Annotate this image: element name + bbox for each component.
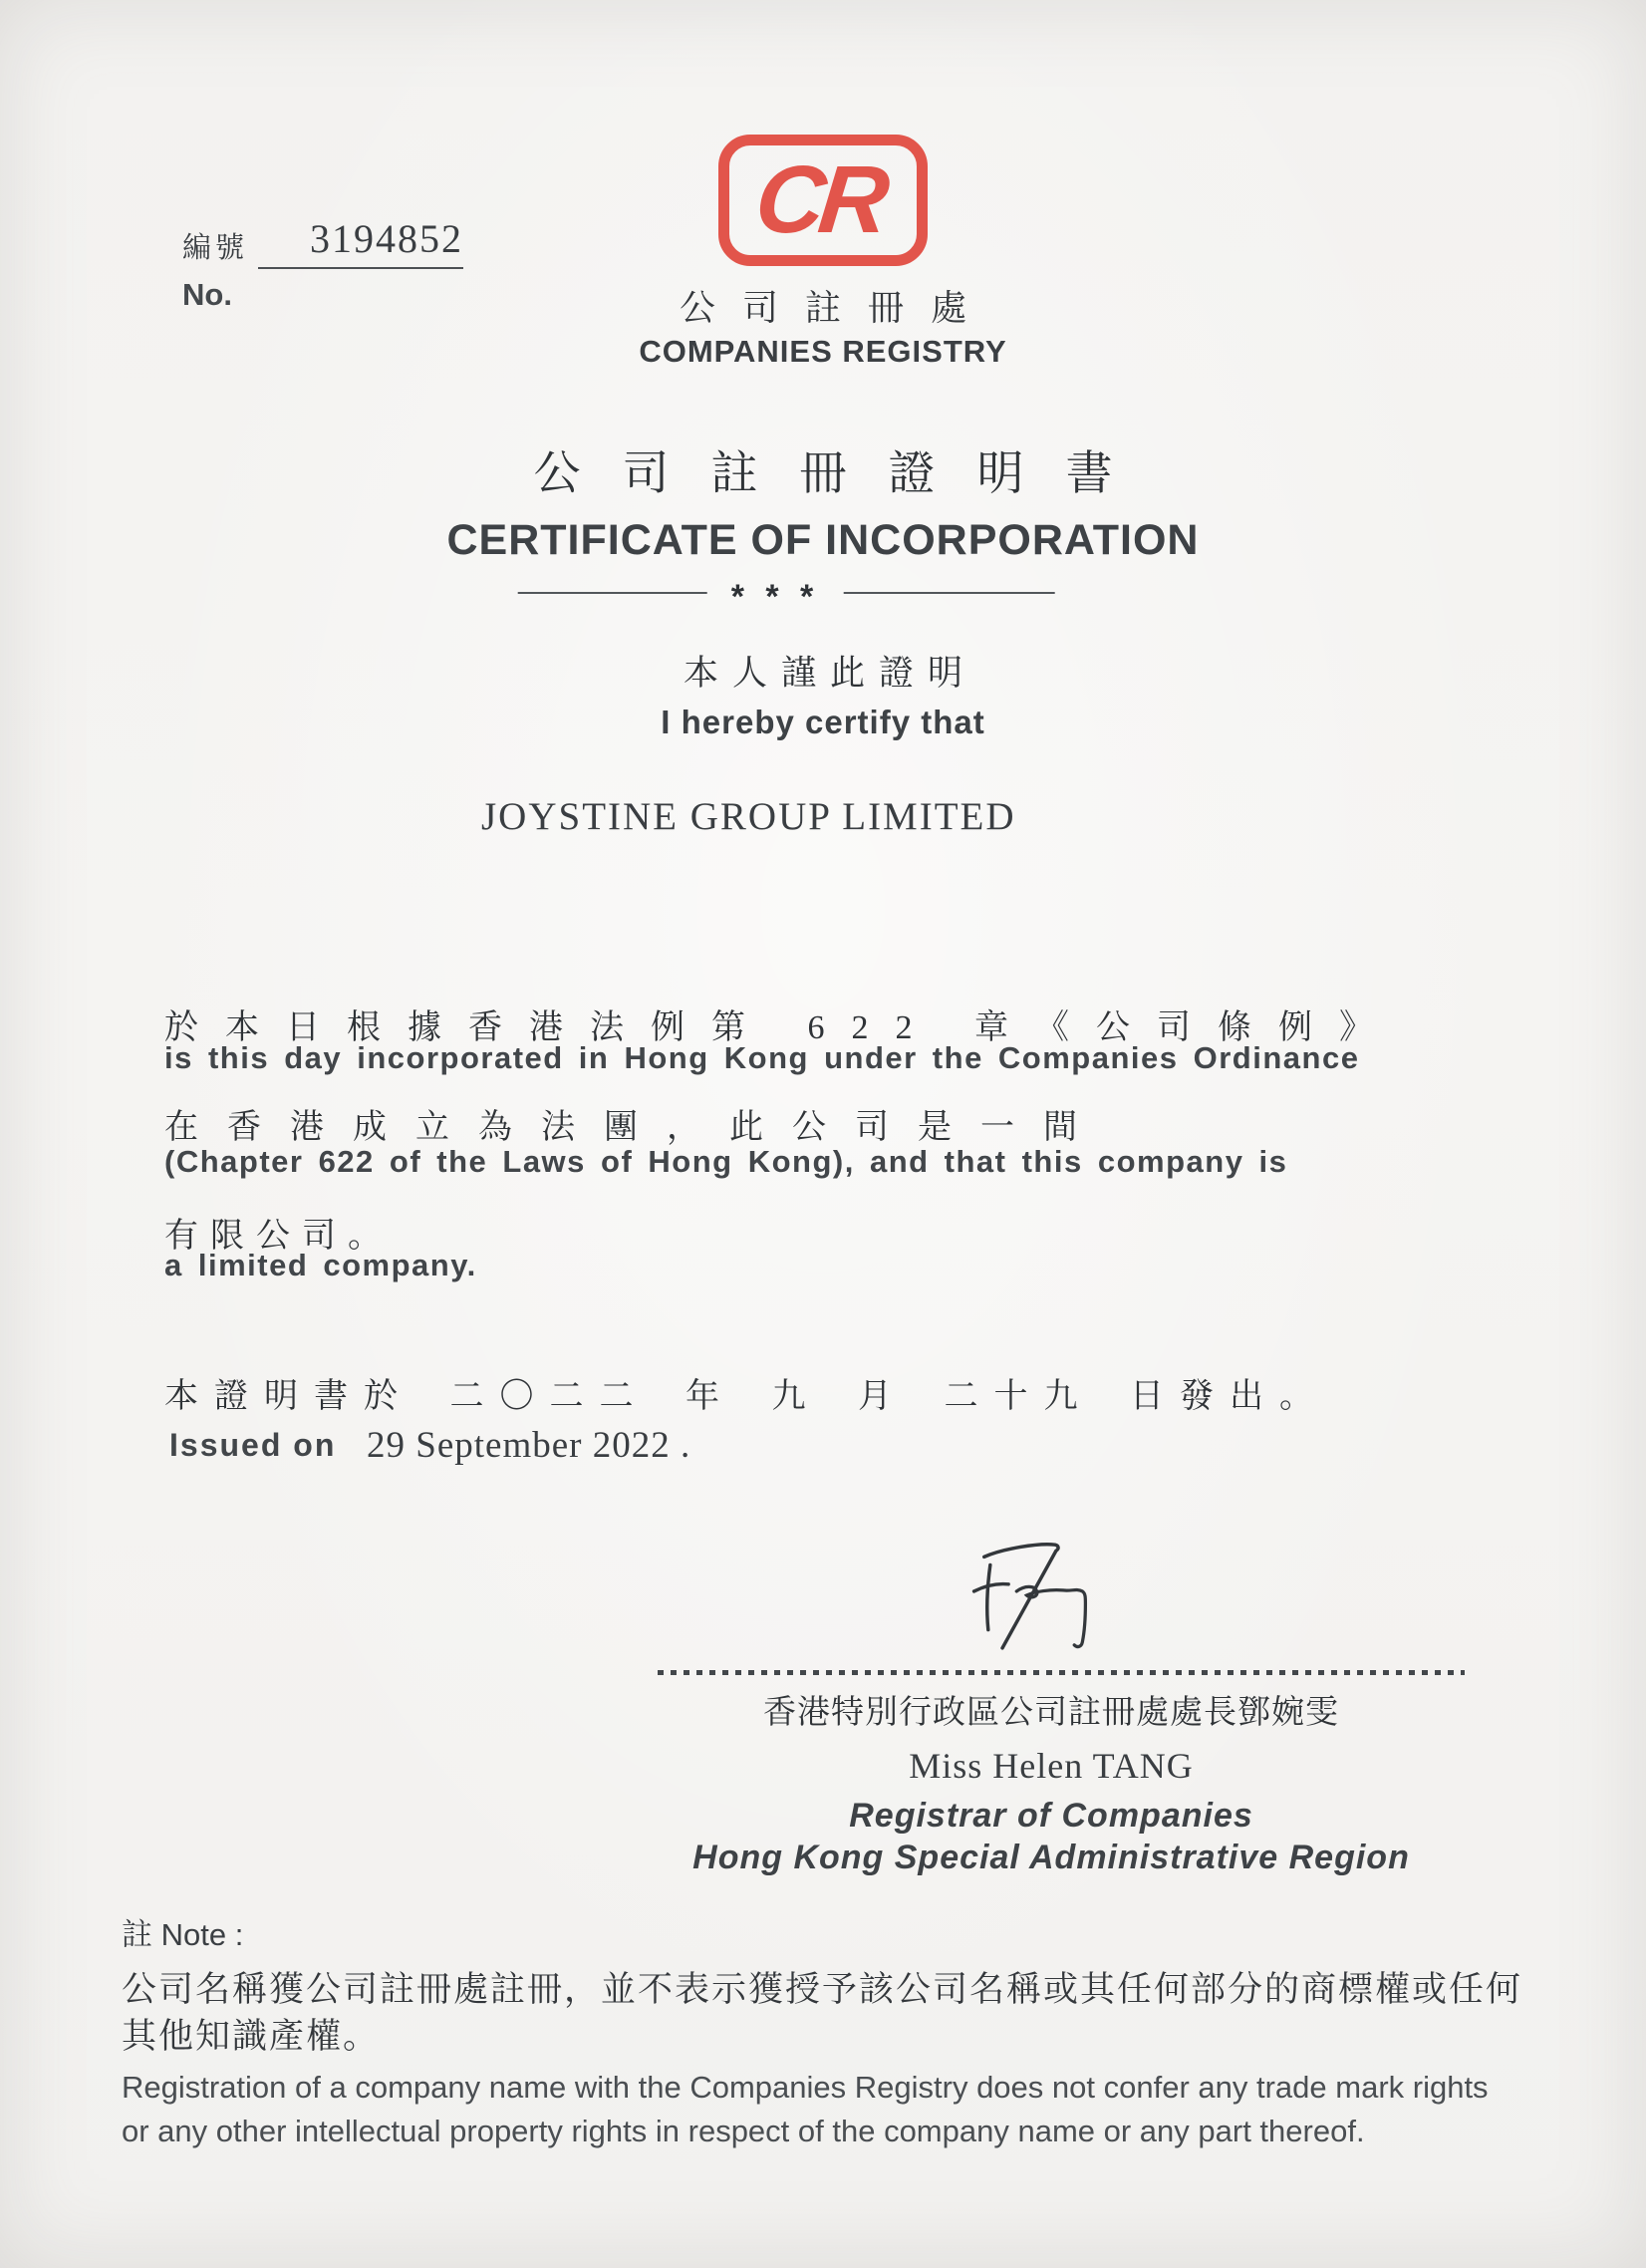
registry-name-en: COMPANIES REGISTRY — [639, 334, 1007, 369]
serial-label-zh: 編號 — [182, 232, 249, 264]
certify-intro-en: I hereby certify that — [661, 704, 985, 740]
divider-rule-left — [518, 592, 707, 594]
registry-name-zh: 公司註冊處 — [679, 287, 993, 328]
note-label-en: Note : — [160, 1917, 244, 1952]
issued-on-label: Issued on — [169, 1427, 337, 1463]
cr-logo-icon — [718, 135, 928, 266]
company-name: JOYSTINE GROUP LIMITED — [481, 795, 1016, 838]
issue-date-zh: 本證明書於 二〇二二 年 九 月 二十九 日發出。 — [164, 1378, 1329, 1415]
certify-intro — [0, 646, 1646, 741]
issued-on-date: 29 September 2022 . — [367, 1425, 691, 1466]
note-block — [122, 1909, 1536, 2153]
document-title — [0, 436, 1646, 565]
note-zh-line-1: 公司名稱獲公司註冊處註冊，並不表示獲授予該公司名稱或其任何部分的商標權或任何 — [122, 1970, 1523, 2009]
clause-2-zh: 在香港成立為法團，此公司是一間 — [164, 1109, 1106, 1146]
title-divider: * * * — [518, 592, 1055, 594]
divider-rule-right — [843, 592, 1054, 594]
title-en: CERTIFICATE OF INCORPORATION — [446, 516, 1200, 564]
clause-3-zh: 有限公司。 — [164, 1218, 394, 1255]
certify-intro-zh: 本人謹此證明 — [683, 654, 976, 693]
note-en-line-1: Registration of a company name with the Companies Registry does not confer any trade mark rights — [122, 2070, 1489, 2105]
note-zh-line-2: 其他知識產權。 — [122, 2017, 381, 2056]
serial-label-en: No. — [182, 277, 232, 312]
registrar-title-zh: 香港特別行政區公司註冊處處長鄧婉雯 — [763, 1695, 1339, 1731]
clause-3-en: a limited company. — [164, 1248, 477, 1282]
note-en-line-2: or any other intellectual property rights in respect of the company name or any part thereof. — [122, 2114, 1365, 2148]
registrar-region: Hong Kong Special Administrative Region — [692, 1839, 1410, 1876]
serial-number-value: 3194852 — [310, 216, 463, 261]
note-label-zh: 註 — [122, 1917, 152, 1952]
registry-header — [0, 135, 1646, 370]
signoff-block — [643, 1686, 1460, 1877]
cr-monogram: CR — [750, 146, 889, 253]
clause-2-en: (Chapter 622 of the Laws of Hong Kong), and that this company is — [164, 1144, 1288, 1179]
registrar-title-en: Registrar of Companies — [849, 1797, 1253, 1835]
title-zh: 公司註冊證明書 — [533, 446, 1155, 499]
registrar-name: Miss Helen TANG — [909, 1746, 1194, 1786]
note-label — [122, 1909, 1536, 1954]
clause-1-zh: 於本日根據香港法例第 622 章《公司條例》 — [164, 1009, 1400, 1046]
signature-dotted-line — [658, 1670, 1465, 1675]
signature-icon — [949, 1535, 1113, 1656]
clause-1-en: is this day incorporated in Hong Kong under the Companies Ordinance — [164, 1040, 1360, 1075]
